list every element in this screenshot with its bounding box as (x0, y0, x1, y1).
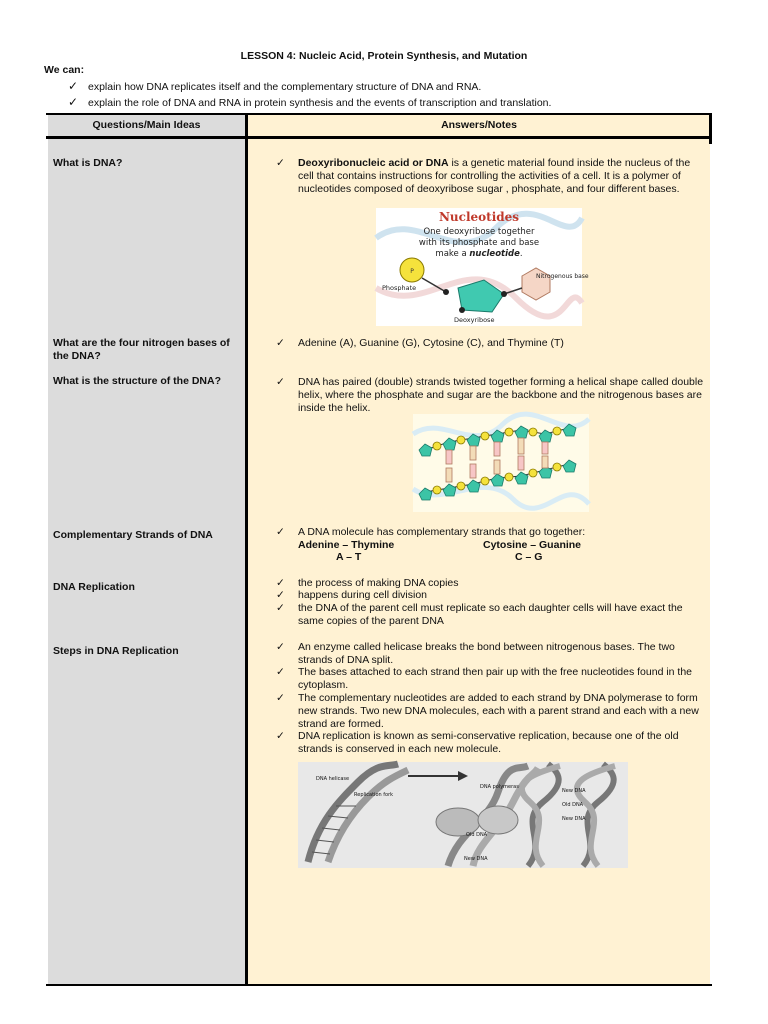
nucleotide-caption-1: One deoxyribose together (423, 227, 535, 237)
header-bottom-border (46, 136, 712, 139)
answer-step-4: ✓ DNA replication is known as semi-conservative replication, because one of the old strands is conserved in each new molecule. (276, 730, 679, 755)
check-icon: ✓ (276, 526, 285, 538)
pair-adenine-thymine: Adenine – Thymine (298, 539, 395, 551)
svg-text:P: P (410, 268, 414, 275)
label-new-dna: New DNA (464, 856, 488, 862)
label-new-dna-2: New DNA (562, 788, 586, 794)
answer-complementary: ✓ A DNA molecule has complementary strands that go together: (276, 526, 586, 538)
label-dna-polymerase: DNA polymerase (480, 784, 522, 790)
answer-replication-1: ✓ the process of making DNA copies (276, 577, 459, 589)
question-structure: What is the structure of the DNA? (53, 375, 222, 387)
label-phosphate: Phosphate (382, 284, 417, 292)
question-nitrogen-bases: What are the four nitrogen bases of the DNA? (53, 337, 230, 362)
question-what-is-dna: What is DNA? (53, 157, 123, 169)
check-icon: ✓ (276, 337, 285, 349)
questions-column (48, 138, 245, 985)
check-icon: ✓ (68, 79, 79, 93)
answer-structure: ✓ DNA has paired (double) strands twisted together forming a helical shape called double helix, where the phosphate and sugar are the backbone and the nitrogenous bases are inside the helix. (276, 376, 704, 414)
table-top-border (46, 113, 712, 115)
answer-step-3: ✓ The complementary nucleotides are added to each strand by DNA polymerase to form new strands. Two new DNA molecules, each with a parent strand and each with a new strand are formed. (276, 692, 699, 730)
answer-step-2: ✓ The bases attached to each strand then pair up with the free nucleotides found in the cytoplasm. (276, 666, 693, 691)
check-icon: ✓ (68, 95, 79, 109)
check-icon: ✓ (276, 730, 285, 742)
question-complementary: Complementary Strands of DNA (53, 529, 213, 541)
col-header-answers: Answers/Notes (441, 119, 517, 131)
check-icon: ✓ (276, 376, 285, 388)
objective-1: ✓ explain how DNA replicates itself and the complementary structure of DNA and RNA. (68, 79, 482, 93)
label-deoxyribose: Deoxyribose (454, 316, 495, 324)
answer-what-is-dna: ✓ Deoxyribonucleic acid or DNA is a genetic material found inside the nucleus of the cell that contains instructions for controlling the activities of a cell. It is a polymer of nucleotides composed of deoxyribose sugar , phosphate, and four different bases. (276, 157, 691, 195)
check-icon: ✓ (276, 577, 285, 589)
pair-c-g: C – G (515, 551, 543, 563)
pair-cytosine-guanine: Cytosine – Guanine (483, 539, 582, 551)
nucleotide-figure (376, 208, 589, 326)
dna-replication-figure (298, 762, 628, 868)
objective-2: ✓ explain the role of DNA and RNA in protein synthesis and the events of transcription and translation. (68, 95, 552, 109)
check-icon: ✓ (276, 666, 285, 678)
col-header-questions: Questions/Main Ideas (92, 119, 201, 131)
label-nitrogenous-base: Nitrogenous base (536, 273, 589, 280)
page-title: LESSON 4: Nucleic Acid, Protein Synthesis, and Mutation (240, 50, 528, 62)
question-steps-replication: Steps in DNA Replication (53, 645, 179, 657)
question-dna-replication: DNA Replication (53, 581, 135, 593)
nucleotide-title: Nucleotides (438, 210, 520, 224)
label-old-dna: Old DNA (466, 832, 488, 838)
check-icon: ✓ (276, 641, 285, 653)
table-bottom-border (46, 984, 712, 986)
check-icon: ✓ (276, 602, 285, 614)
answer-nitrogen-bases: ✓ Adenine (A), Guanine (G), Cytosine (C), and Thymine (T) (276, 337, 564, 349)
label-replication-fork: Replication fork (354, 792, 394, 798)
label-old-dna-2: Old DNA (562, 802, 584, 808)
answer-replication-3: ✓ the DNA of the parent cell must replicate so each daughter cells will have exact the same copies of the parent DNA (276, 602, 683, 627)
column-divider (245, 113, 248, 986)
double-helix-figure (413, 414, 589, 512)
label-new-dna-3: New DNA (562, 816, 586, 822)
check-icon: ✓ (276, 692, 285, 704)
answer-step-1: ✓ An enzyme called helicase breaks the bond between nitrogenous bases. The two strands of DNA split. (276, 641, 675, 666)
we-can-label: We can: (44, 64, 85, 76)
nucleotide-caption-3: make a nucleotide. (435, 249, 523, 259)
nucleotide-caption-2: with its phosphate and base (418, 238, 540, 248)
answer-replication-2: ✓ happens during cell division (276, 589, 427, 601)
pair-a-t: A – T (336, 551, 362, 563)
label-dna-helicase: DNA helicase (316, 776, 350, 782)
check-icon: ✓ (276, 157, 285, 169)
check-icon: ✓ (276, 589, 285, 601)
